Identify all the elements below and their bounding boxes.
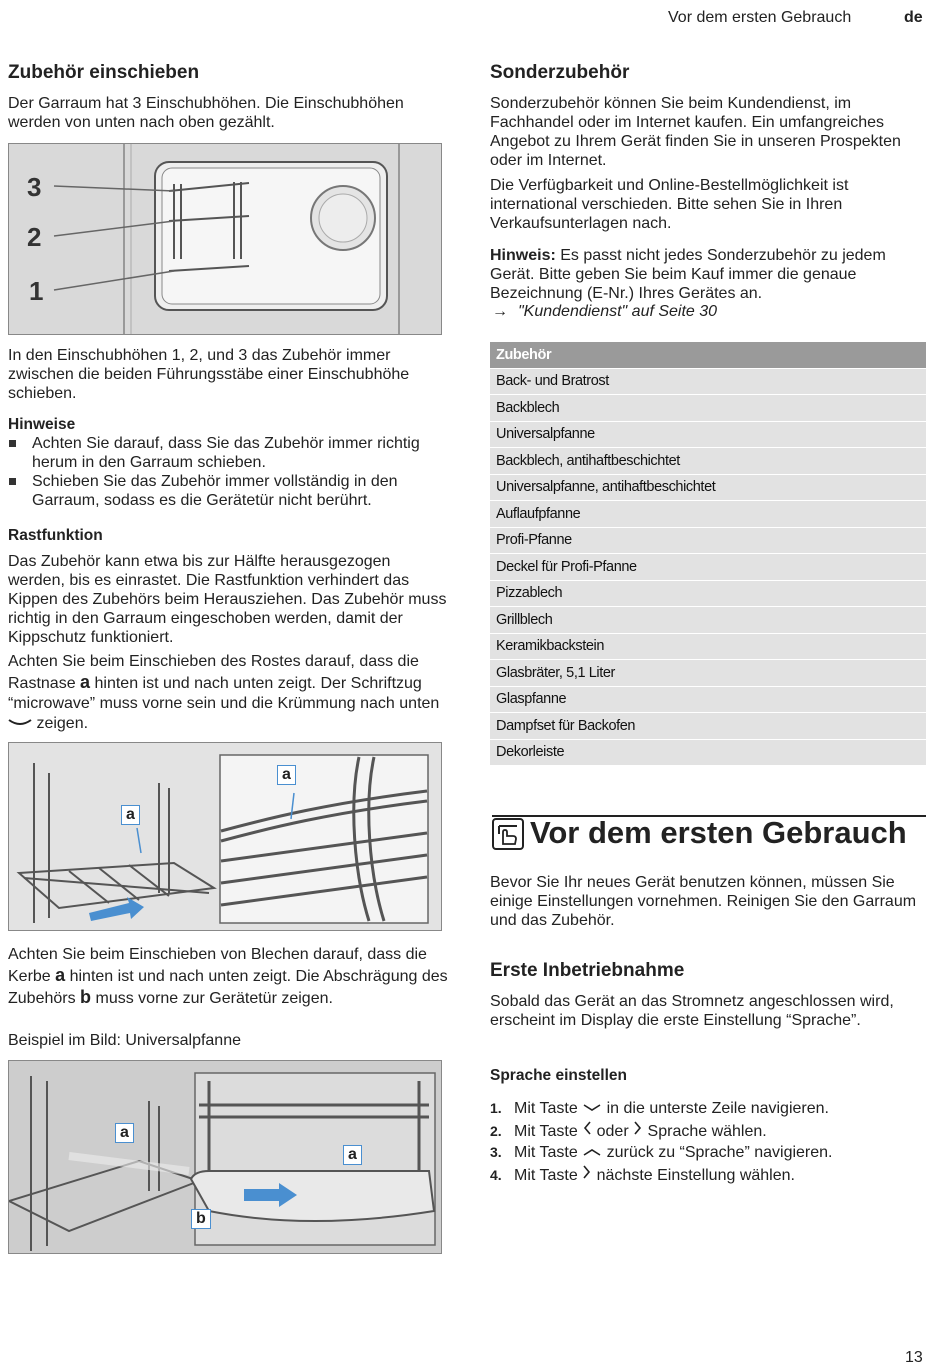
sprache-einstellen-title: Sprache einstellen bbox=[490, 1067, 627, 1084]
blech-instruction-text: Achten Sie beim Einschieben von Blechen darauf, dass die Kerbe a hinten ist und nach unten zeigt. Die Abschrägung des Zubehörs b muss vorne zur Gerätetür zeigen. bbox=[8, 946, 448, 1007]
oven-levels-figure bbox=[8, 143, 442, 335]
key-a: a bbox=[55, 965, 66, 985]
table-row bbox=[490, 501, 926, 528]
step-item: 2. Mit Taste oder Sprache wählen. bbox=[490, 1122, 767, 1140]
chevron-up-key-icon bbox=[582, 1144, 602, 1161]
rost-instruction-text: Achten Sie beim Einschieben des Rostes darauf, dass die Rastnase a hinten ist und nach unten zeigt. Der Schriftzug “microwave” muss vorne sein und die Krümmung nach unten zeigen. bbox=[8, 653, 440, 732]
rastfunktion-text: Das Zubehör kann etwa bis zur Hälfte herausgezogen werden, bis es einrastet. Die Rastfunktion verhindert das Kippen des Zubehörs beim Herausziehen. Das Zubehör muss richtig in den Garraum eingeschoben werden, damit der Kippschutz funktioniert. bbox=[8, 553, 447, 646]
sprache-steps bbox=[490, 1098, 930, 1186]
table-row bbox=[490, 580, 926, 607]
tray-insertion-figure bbox=[8, 1060, 442, 1254]
cross-reference-link[interactable]: "Kundendienst" auf Seite 30 bbox=[518, 303, 718, 320]
running-header-title: Vor dem ersten Gebrauch bbox=[668, 9, 852, 26]
table-cell: Deckel für Profi-Pfanne bbox=[490, 554, 926, 581]
table-row bbox=[490, 527, 926, 554]
accessories-table bbox=[490, 342, 926, 766]
table-cell: Dampfset für Backofen bbox=[490, 713, 926, 740]
table-row bbox=[490, 368, 926, 395]
step-item: 1. Mit Taste in die unterste Zeile navigieren. bbox=[490, 1100, 829, 1117]
intro-text: Der Garraum hat 3 Einschubhöhen. Die Einschubhöhen werden von unten nach oben gezählt. bbox=[8, 95, 404, 131]
hinweise-item: Achten Sie darauf, dass Sie das Zubehör immer richtig herum in den Garraum schieben. bbox=[8, 434, 448, 472]
rastfunktion-title: Rastfunktion bbox=[8, 527, 103, 544]
step-item: 3. Mit Taste zurück zu “Sprache” navigieren. bbox=[490, 1144, 833, 1161]
table-cell: Pizzablech bbox=[490, 580, 926, 607]
hinweise-item: Schieben Sie das Zubehör immer vollständig in den Garraum, sodass es die Gerätetür nicht berührt. bbox=[8, 472, 448, 510]
hinweis-text: Hinweis: Es passt nicht jedes Sonderzubehör zu jedem Gerät. Bitte geben Sie beim Kauf immer die genaue Bezeichnung (E-Nr.) Ihres Gerätes an. bbox=[490, 247, 886, 302]
chevron-right-key-icon bbox=[633, 1123, 643, 1140]
rack-insertion-illustration bbox=[9, 743, 441, 930]
table-cell: Grillblech bbox=[490, 607, 926, 634]
table-row bbox=[490, 474, 926, 501]
table-row bbox=[490, 448, 926, 475]
arrow-right-icon: → bbox=[492, 303, 508, 320]
table-cell: Universalpfanne bbox=[490, 421, 926, 448]
chevron-down-key-icon bbox=[582, 1100, 602, 1117]
level-label-2: 2 bbox=[27, 222, 42, 252]
cross-reference[interactable] bbox=[492, 302, 717, 321]
table-row bbox=[490, 395, 926, 422]
step-item: 4. Mit Taste nächste Einstellung wählen. bbox=[490, 1166, 795, 1184]
chapter-title: Vor dem ersten Gebrauch bbox=[530, 815, 907, 850]
hinweise-title: Hinweise bbox=[8, 416, 76, 433]
table-row bbox=[490, 607, 926, 634]
table-row bbox=[490, 686, 926, 713]
section-title-sonderzubehoer: Sonderzubehör bbox=[490, 62, 630, 83]
chevron-left-key-icon bbox=[582, 1123, 592, 1140]
section-title-zubehoer-einschieben: Zubehör einschieben bbox=[8, 62, 200, 83]
sonderzubehoer-text-2: Die Verfügbarkeit und Online-Bestellmöglichkeit ist international verschieden. Bitte sehen Sie in Ihren Verkaufsunterlagen nach. bbox=[490, 177, 849, 232]
chapter-intro: Bevor Sie Ihr neues Gerät benutzen können, müssen Sie einige Einstellungen vornehmen. Reinigen Sie den Garraum und das Zubehör. bbox=[490, 874, 917, 929]
table-row bbox=[490, 713, 926, 740]
section-title-erste-inbetriebnahme: Erste Inbetriebnahme bbox=[490, 960, 685, 981]
table-cell: Dekorleiste bbox=[490, 739, 926, 766]
table-cell: Universalpfanne, antihaftbeschichtet bbox=[490, 474, 926, 501]
key-a: a bbox=[80, 672, 91, 692]
table-row bbox=[490, 739, 926, 766]
table-cell: Auflaufpfanne bbox=[490, 501, 926, 528]
table-cell: Glasbräter, 5,1 Liter bbox=[490, 660, 926, 687]
table-header-cell: Zubehör bbox=[490, 342, 926, 368]
language-code: de bbox=[904, 9, 923, 26]
sonderzubehoer-text-1: Sonderzubehör können Sie beim Kundendienst, im Fachhandel oder im Internet kaufen. Ein umfangreiches Angebot zu Ihrem Gerät finden Sie in unseren Prospekten oder im Internet. bbox=[490, 95, 901, 169]
hand-pointer-icon bbox=[492, 818, 524, 850]
page-number: 13 bbox=[905, 1349, 923, 1366]
table-cell: Back- und Bratrost bbox=[490, 368, 926, 395]
erste-inbetriebnahme-text: Sobald das Gerät an das Stromnetz angeschlossen wird, erscheint im Display die erste Einstellung “Sprache”. bbox=[490, 993, 894, 1029]
chevron-right-key-icon bbox=[582, 1167, 592, 1184]
table-cell: Profi-Pfanne bbox=[490, 527, 926, 554]
label-a-rack: a bbox=[121, 805, 140, 825]
table-row bbox=[490, 554, 926, 581]
table-header-row bbox=[490, 342, 926, 368]
curve-down-icon bbox=[8, 715, 32, 732]
label-a-tray: a bbox=[115, 1123, 134, 1143]
table-cell: Backblech bbox=[490, 395, 926, 422]
oven-levels-illustration bbox=[9, 144, 441, 334]
table-row bbox=[490, 633, 926, 660]
label-a-notch: a bbox=[343, 1145, 362, 1165]
label-b-bevel: b bbox=[191, 1209, 211, 1229]
label-a-detail: a bbox=[277, 765, 296, 785]
tray-insertion-illustration bbox=[9, 1061, 441, 1253]
key-b: b bbox=[80, 987, 92, 1007]
table-cell: Backblech, antihaftbeschichtet bbox=[490, 448, 926, 475]
level-label-1: 1 bbox=[29, 276, 44, 306]
levels-instruction-text: In den Einschubhöhen 1, 2, und 3 das Zubehör immer zwischen die beiden Führungsstäbe einer Einschubhöhe schieben. bbox=[8, 347, 410, 402]
example-caption: Beispiel im Bild: Universalpfanne bbox=[8, 1032, 241, 1049]
level-label-3: 3 bbox=[27, 172, 42, 202]
hinweise-list bbox=[8, 434, 448, 510]
rack-insertion-figure bbox=[8, 742, 442, 931]
table-row bbox=[490, 421, 926, 448]
hinweis-label: Hinweis: bbox=[490, 247, 556, 264]
table-row bbox=[490, 660, 926, 687]
table-cell: Keramikbackstein bbox=[490, 633, 926, 660]
table-cell: Glaspfanne bbox=[490, 686, 926, 713]
